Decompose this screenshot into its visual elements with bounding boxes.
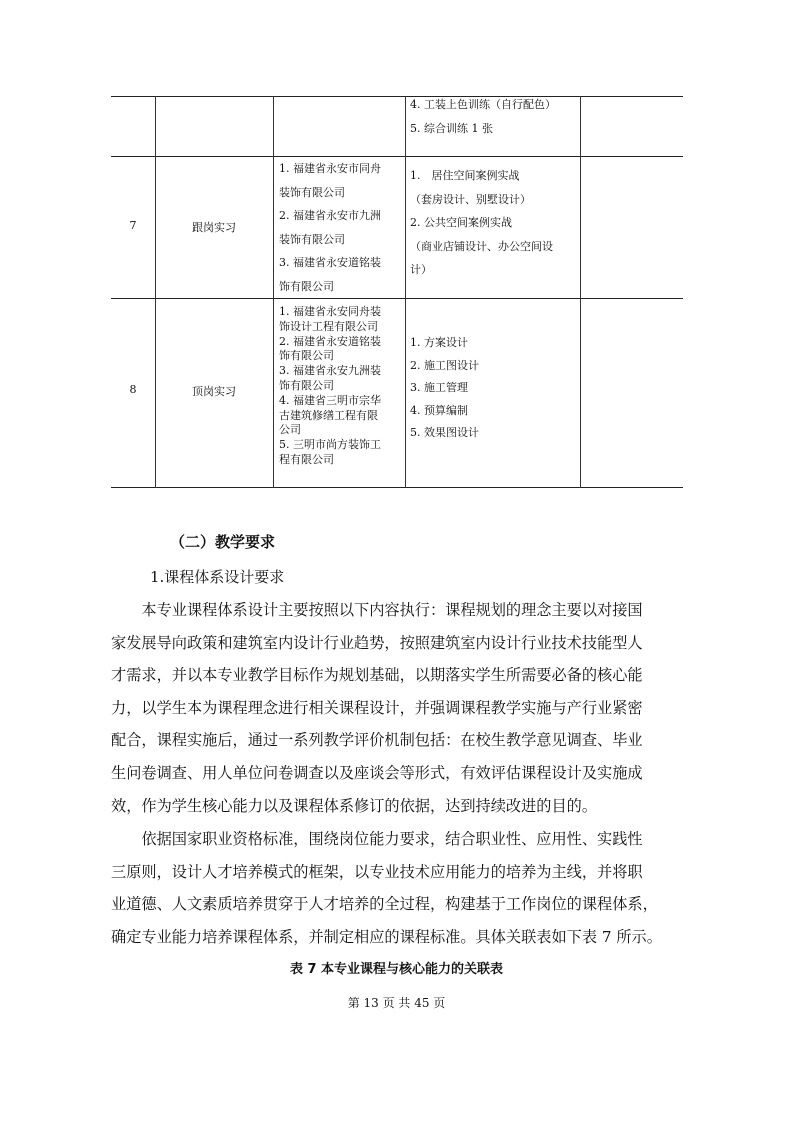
column-divider [155, 96, 156, 488]
text-line: 力，以学生本为课程理念进行相关课程设计，并强调课程教学实施与产行业紧密 [111, 698, 643, 717]
list-item: 装饰有限公司 [279, 232, 345, 246]
content-list [410, 332, 578, 445]
text-line: 效，作为学生核心能力以及课程体系修订的依据，达到持续改进的目的。 [111, 796, 597, 815]
list-item: （商业店铺设计、办公空间设 [410, 239, 553, 253]
list-item: 饰有限公司 [279, 378, 334, 392]
table-row-divider [111, 298, 683, 299]
text-line: 配合，课程实施后，通过一系列教学评价机制包括：在校生教学意见调查、毕业 [111, 731, 643, 750]
paragraph-2 [111, 823, 683, 953]
text-line: 确定专业能力培养课程体系，并制定相应的课程标准。具体关联表如下表 7 所示。 [111, 927, 662, 946]
practice-name: 跟岗实习 [192, 221, 236, 234]
company-list [279, 305, 403, 468]
subheading: 1.课程体系设计要求 [150, 568, 285, 586]
list-item: 饰有限公司 [279, 279, 334, 293]
text-line: 业道德、人文素质培养贯穿于人才培养的全过程，构建基于工作岗位的课程体系， [111, 895, 658, 914]
list-item: 3. 福建省永安九洲装 [279, 364, 381, 378]
table-row-prev-content [410, 93, 578, 140]
list-item: 程有限公司 [279, 452, 334, 466]
column-divider [405, 96, 406, 488]
section-heading: （二）教学要求 [170, 533, 276, 551]
list-item: 装饰有限公司 [279, 185, 345, 199]
content-list [410, 164, 578, 282]
list-item: 3. 福建省永安道铭装 [279, 256, 381, 269]
column-divider [580, 96, 581, 488]
list-item: 公司 [279, 423, 301, 437]
list-item: 古建筑修缮工程有限 [279, 408, 378, 422]
list-item: 2. 福建省永安道铭装 [279, 334, 381, 348]
list-item: 2. 福建省永安市九洲 [279, 209, 381, 222]
paragraph-1 [111, 594, 683, 822]
list-item: 饰有限公司 [279, 349, 334, 363]
list-item: 1. 方案设计 [410, 336, 468, 349]
list-item: 2. 公共空间案例实战 [410, 216, 512, 229]
list-item: 计） [410, 263, 432, 276]
practice-name: 顶岗实习 [192, 385, 236, 398]
row-number: 8 [129, 383, 137, 396]
text-line: 三原则，设计人才培养模式的框架，以专业技术应用能力的培养为主线，并将职 [111, 862, 643, 881]
table-bottom-rule [111, 487, 683, 488]
list-item: 饰设计工程有限公司 [279, 319, 378, 333]
company-list [279, 157, 401, 298]
list-item: 3. 施工管理 [410, 381, 468, 394]
text-line: 家发展导向政策和建筑室内设计行业趋势，按照建筑室内设计行业技术技能型人 [111, 633, 643, 652]
list-item: 4. 预算编制 [410, 403, 468, 417]
list-item: 1. 福建省永安同舟装 [279, 305, 381, 318]
list-item: 5. 综合训练 1 张 [410, 121, 493, 135]
list-item: 1. 居住空间案例实战 [410, 169, 520, 182]
list-item: （套房设计、别墅设计） [410, 192, 531, 206]
text-line: 依据国家职业资格标准，围绕岗位能力要求，结合职业性、应用性、实践性 [111, 830, 643, 848]
list-item: 1. 福建省永安市同舟 [279, 162, 381, 175]
row-number: 7 [129, 219, 137, 232]
text-line: 才需求，并以本专业教学目标作为规划基础，以期落实学生所需要必备的核心能 [111, 666, 643, 685]
table-caption: 表 7 本专业课程与核心能力的关联表 [289, 962, 504, 977]
list-item: 2. 施工图设计 [410, 358, 479, 372]
list-item: 5. 效果图设计 [410, 426, 479, 439]
page-footer: 第 13 页 共 45 页 [347, 996, 446, 1010]
text-line: 本专业课程体系设计主要按照以下内容执行：课程规划的理念主要以对接国 [111, 601, 643, 619]
list-item: 4. 工装上色训练（自行配色） [410, 98, 556, 111]
practice-table [111, 96, 683, 488]
table-top-rule [111, 96, 683, 97]
column-divider [273, 96, 274, 488]
text-line: 生问卷调查、用人单位问卷调查以及座谈会等形式，有效评估课程设计及实施成 [111, 763, 643, 782]
list-item: 4. 福建省三明市宗华 [279, 393, 381, 407]
list-item: 5. 三明市尚方装饰工 [279, 438, 381, 452]
